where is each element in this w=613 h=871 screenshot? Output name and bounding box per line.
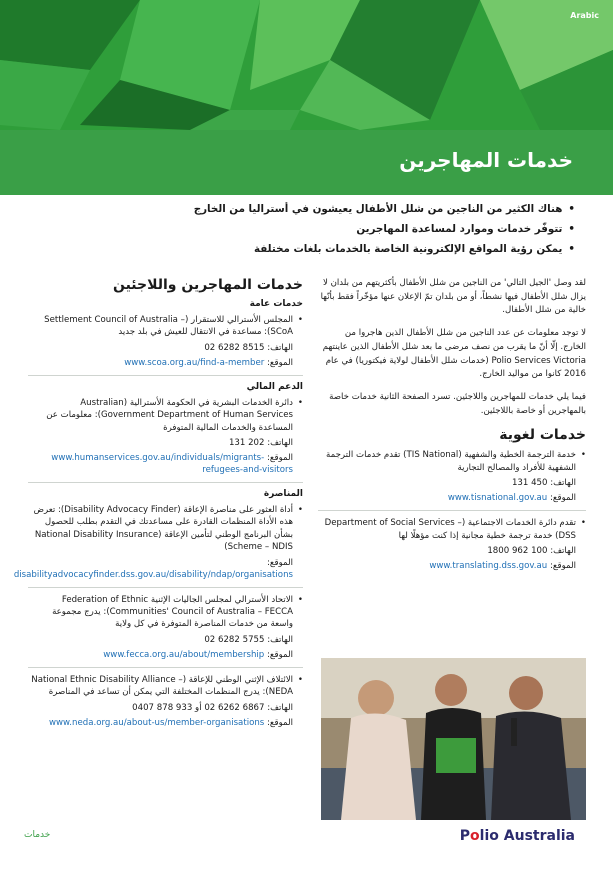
website-link[interactable]: www.tisnational.gov.au: [447, 493, 548, 504]
divider: [28, 482, 303, 483]
website-label: الموقع:: [267, 717, 293, 728]
polio-australia-logo: Polio Australia: [459, 828, 575, 844]
website-label: الموقع:: [550, 493, 576, 504]
service-item: • أداة العثور على مناصرة الإعاقة (Disability Advocacy Finder): تعرض هذه الأداة المنظمات القادرة على مساعدتك في التقدم بطلب للحصول بشأن البرنامج الوطني لتأمين الإعاقة (National Disability Insurance Scheme – NDIS): [28, 504, 303, 554]
intro-column: [318, 277, 586, 572]
divider: [28, 667, 303, 668]
service-item: • تقدم دائرة الخدمات الاجتماعية (Department of Social Services – DSS) خدمة ترجمة خطية مجانية إذا كنت مؤهلًا لها: [318, 517, 586, 542]
subsection-heading: خدمات عامة: [249, 299, 303, 309]
website-line: [28, 357, 303, 369]
page-title: خدمات المهاجرين: [399, 148, 573, 172]
phone-number: الهاتف: 450 131: [511, 478, 576, 489]
key-point: • يمكن رؤية المواقع الإلكترونية الخاصة بالخدمات بلغات مختلفة: [35, 243, 575, 255]
service-item: • دائرة الخدمات البشرية في الحكومة الأسترالية (Australian Government Department of Human Services): معلومات عن المساعدة والخدمات المالية المتوفرة: [28, 397, 303, 434]
phone-number: الهاتف: 5755 6282 02: [204, 634, 293, 645]
subsection-heading: الدعم المالي: [246, 381, 303, 392]
migrant-services-column: [13, 277, 303, 729]
website-line: [318, 560, 586, 572]
divider: [318, 510, 586, 511]
website-line: [13, 557, 303, 581]
photo-illustration: [321, 658, 586, 820]
header-banner: [0, 0, 613, 195]
website-link[interactable]: www.scoa.org.au/find-a-member: [124, 357, 265, 368]
phone-number: الهاتف: 6867 6262 02 أو 933 878 0407: [132, 702, 293, 713]
intro-paragraph: لقد وصل 'الجيل التالي' من الناجين من شلل الأطفال بأكثريتهم من بلدان لا يزال شلل الأطفال فيها نشطاً، أو من بلدان تمّ الإعلان عنها مؤخّراً فقط بأنّها خالية من شلل الأطفال.: [320, 278, 586, 316]
key-points-list: [35, 203, 575, 263]
website-line: [28, 649, 303, 661]
subsection-heading: المناصرة: [263, 489, 303, 500]
section-heading: خدمات المهاجرين واللاجئين: [112, 277, 303, 293]
service-item: • المجلس الأسترالي للاستقرار (Settlement Council of Australia – SCoA): مساعدة في الانتقال للعيش في بلد جديد: [28, 314, 303, 339]
phone-number: الهاتف: 100 962 1800: [487, 545, 576, 556]
people-photo: [321, 658, 586, 820]
service-item: • خدمة الترجمة الخطية والشفهية (TIS National) تقدم خدمات الترجمة الشفهية للأفراد والمصالح التجارية: [318, 449, 586, 474]
website-link[interactable]: www.neda.org.au/about-us/member-organisations: [49, 717, 265, 728]
website-link[interactable]: disabilityadvocacyfinder.dss.gov.au/disability/ndap/organisations: [13, 569, 293, 580]
footer-section-label: خدمات: [24, 830, 51, 840]
website-link[interactable]: www.humanservices.gov.au/individuals/migrants-refugees-and-visitors: [51, 453, 293, 476]
website-line: [318, 492, 586, 504]
phone-number: الهاتف: 202 131: [228, 438, 293, 449]
phone-number: الهاتف: 8515 6282 02: [204, 342, 293, 353]
divider: [28, 375, 303, 376]
website-link[interactable]: www.translating.dss.gov.au: [429, 560, 548, 571]
intro-paragraph: لا توجد معلومات عن عدد الناجين من شلل الأطفال الذين هاجروا من الخارج. إلّا أنّ ما يقرب من نصف مرضى ما بعد شلل الأطفال الذين عاينتهم Polio Services Victoria (خدمات شلل الأطفال لولاية فيكتوريا) في عام 2016 كانوا من مواليد الخارج.: [322, 328, 586, 380]
website-label: الموقع:: [267, 357, 293, 368]
language-label: Arabic: [570, 11, 599, 20]
website-label: الموقع:: [267, 557, 293, 568]
service-item: • الائتلاف الإثني الوطني للإعاقة (National Ethnic Disability Alliance – NEDA): يدرج المنظمات المختلفة التي يمكن أن تساعد في المناصرة: [28, 674, 303, 699]
key-point: • تتوفّر خدمات وموارد لمساعدة المهاجرين: [35, 223, 575, 235]
website-label: الموقع:: [267, 453, 293, 464]
divider: [28, 587, 303, 588]
website-line: [28, 717, 303, 729]
service-item: • الاتحاد الأسترالي لمجلس الجاليات الإثنية Federation of Ethnic Communities' Council of Australia – FECCA): يدرج مجموعة واسعة من خدمات المناصرة المتوفرة في كل ولاية: [28, 594, 303, 631]
website-link[interactable]: www.fecca.org.au/about/membership: [103, 649, 265, 660]
website-label: الموقع:: [550, 560, 576, 571]
key-point: • هناك الكثير من الناجين من شلل الأطفال يعيشون في أستراليا من الخارج: [35, 203, 575, 215]
website-line: [28, 452, 303, 476]
website-label: الموقع:: [267, 649, 293, 660]
section-heading: خدمات لغوية: [499, 427, 586, 444]
intro-paragraph: فيما يلي خدمات للمهاجرين واللاجئين. تسرد الصفحة الثانية خدمات خاصة بالمهاجرين أو خاصة باللاجئين.: [329, 391, 586, 416]
